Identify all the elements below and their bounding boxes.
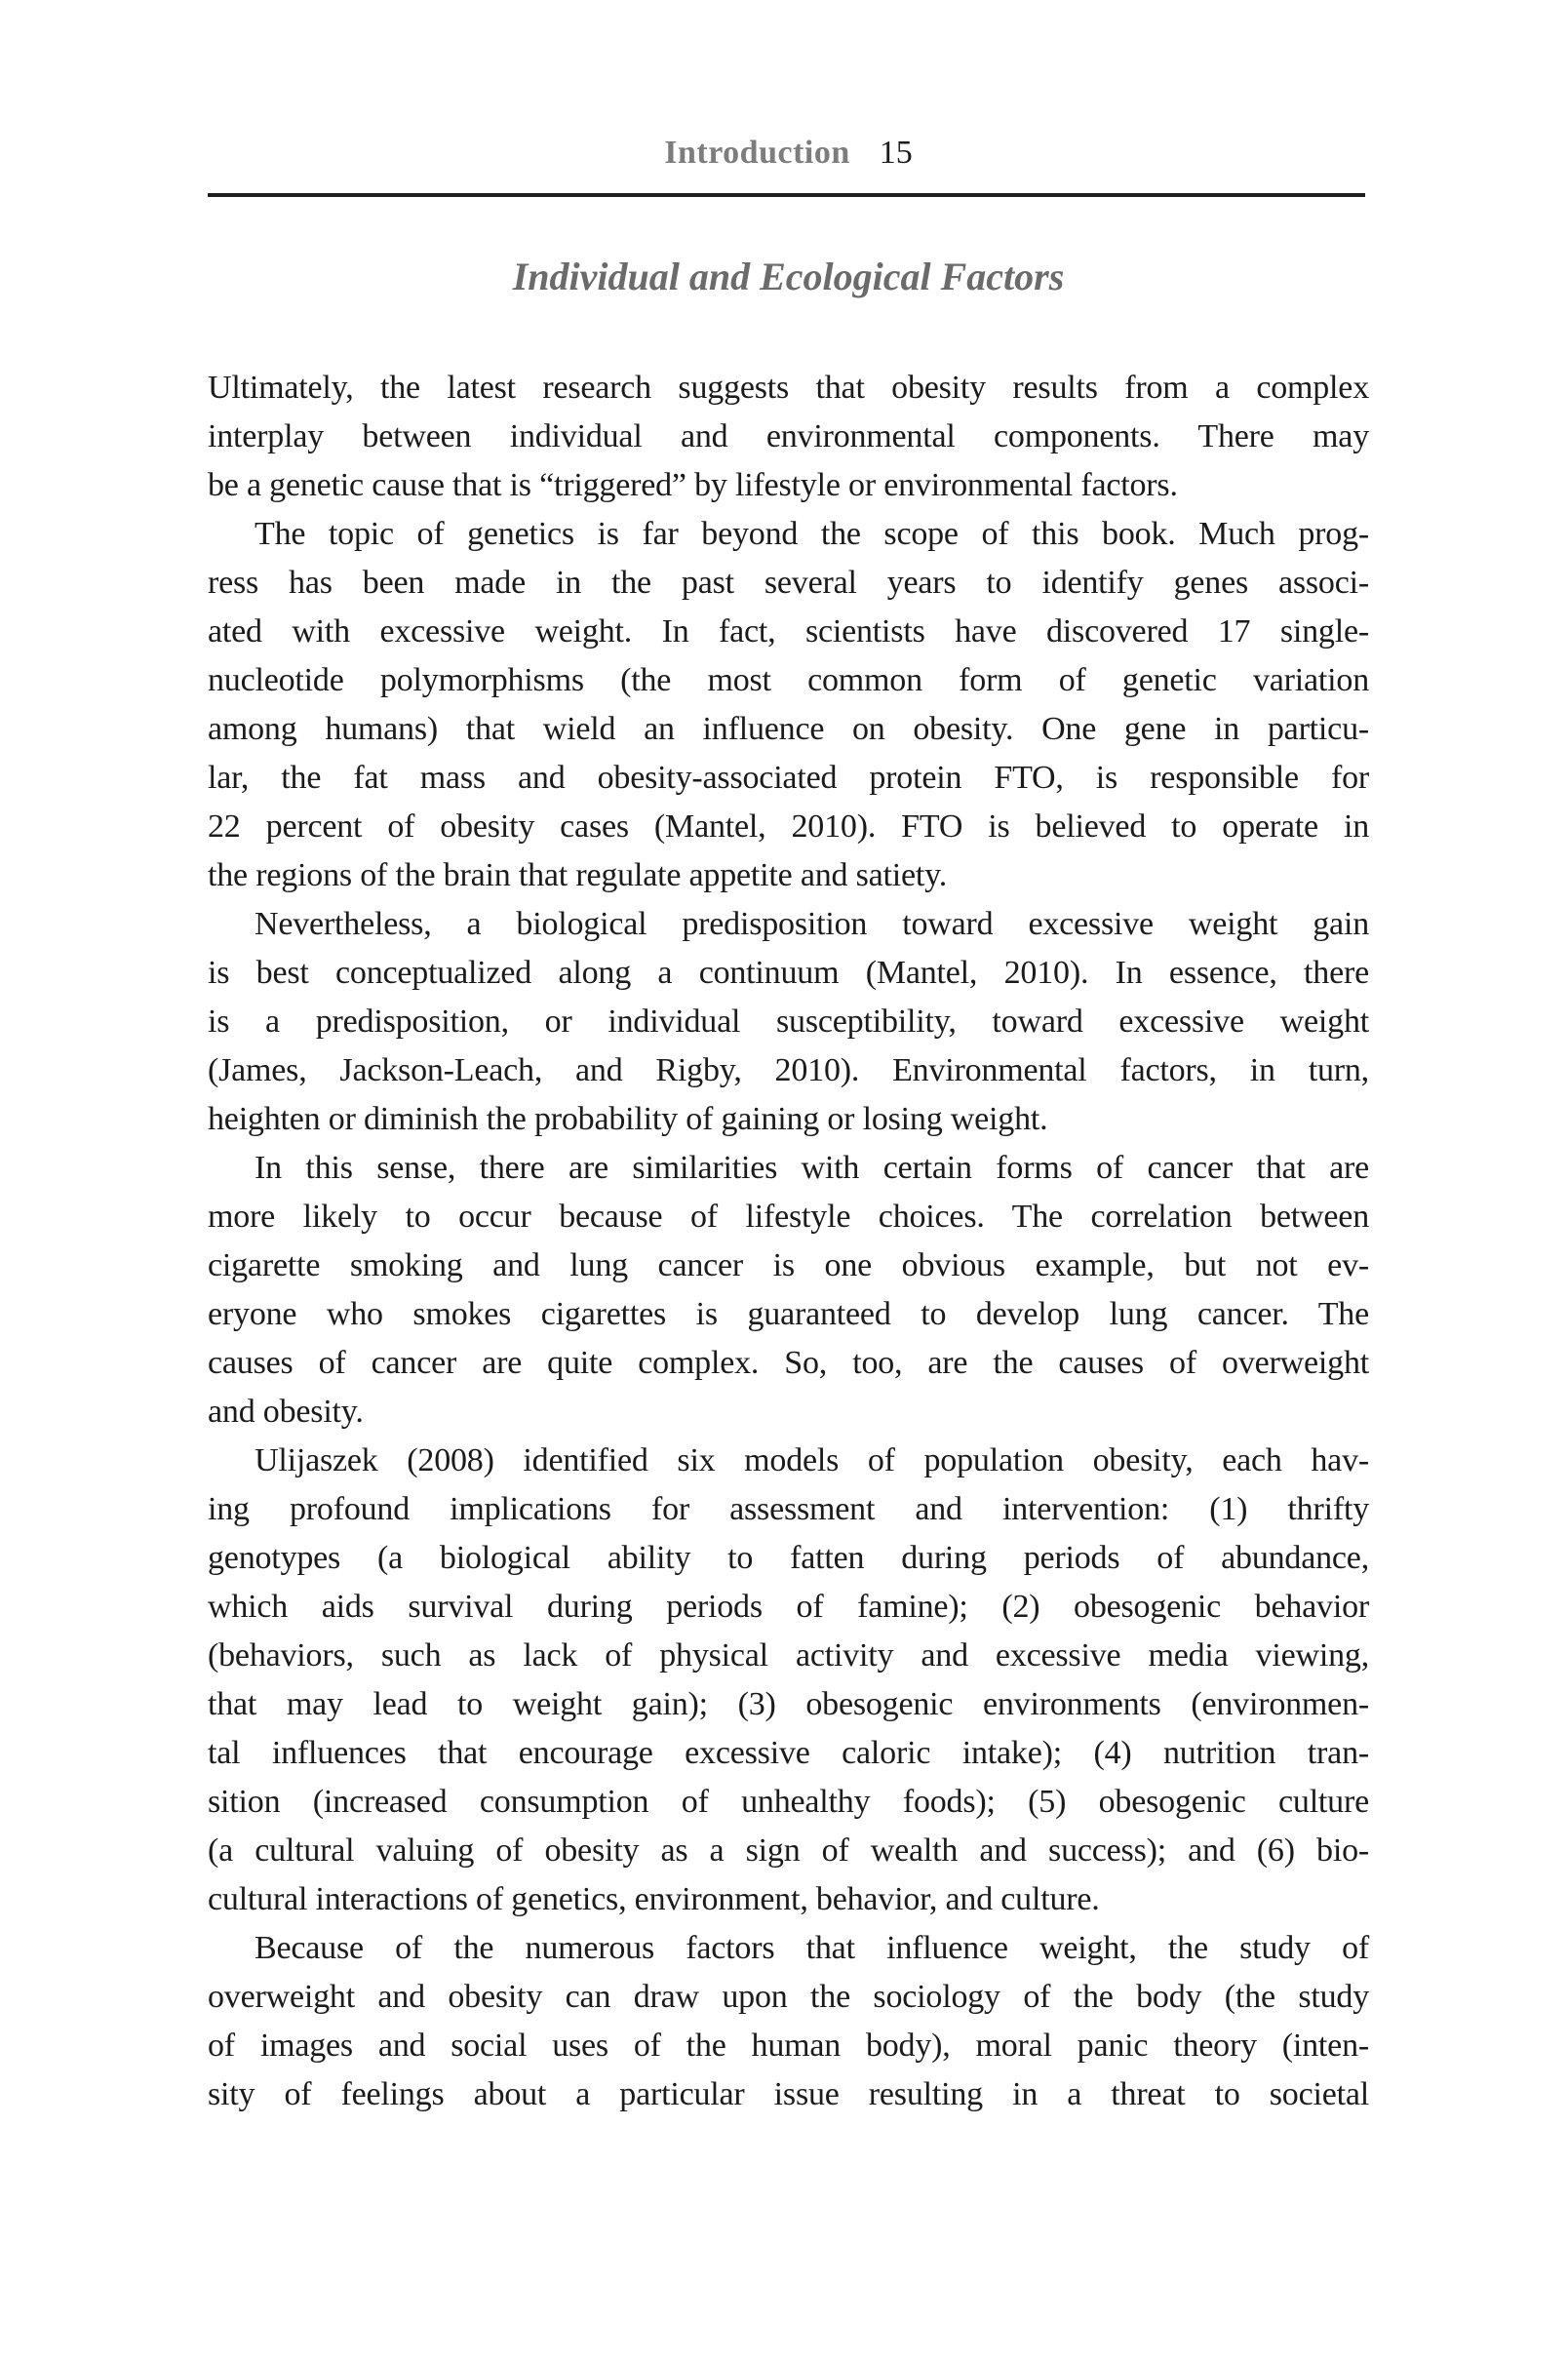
section-heading: Individual and Ecological Factors bbox=[512, 255, 1065, 298]
text-line: the regions of the brain that regulate appetite and satiety. bbox=[208, 857, 948, 893]
text-line: lar, the fat mass and obesity-associated protein FTO, is responsible for bbox=[208, 760, 1369, 796]
text-line: heighten or diminish the probability of gaining or losing weight. bbox=[208, 1101, 1048, 1137]
text-line: (James, Jackson-Leach, and Rigby, 2010). Environmental factors, in turn, bbox=[208, 1052, 1369, 1088]
text-line: and obesity. bbox=[208, 1394, 364, 1430]
text-line: In this sense, there are similarities with certain forms of cancer that are bbox=[255, 1150, 1369, 1186]
text-line: that may lead to weight gain); (3) obesogenic environments (environmen- bbox=[208, 1686, 1369, 1722]
text-line: Ulijaszek (2008) identified six models of population obesity, each hav- bbox=[255, 1442, 1369, 1478]
paragraph bbox=[208, 1437, 1369, 1924]
text-line: genotypes (a biological ability to fatten during periods of abundance, bbox=[208, 1540, 1369, 1576]
paragraph bbox=[208, 900, 1369, 1144]
page-number: 15 bbox=[879, 135, 913, 171]
text-line: Because of the numerous factors that influence weight, the study of bbox=[255, 1930, 1369, 1966]
text-line: ing profound implications for assessment and intervention: (1) thrifty bbox=[208, 1491, 1369, 1527]
text-line: Nevertheless, a biological predisposition toward excessive weight gain bbox=[255, 906, 1369, 942]
text-line: among humans) that wield an influence on obesity. One gene in particu- bbox=[208, 711, 1369, 747]
text-line: Ultimately, the latest research suggests that obesity results from a complex bbox=[208, 370, 1369, 406]
text-line: tal influences that encourage excessive caloric intake); (4) nutrition tran- bbox=[208, 1735, 1369, 1771]
text-line: of images and social uses of the human body), moral panic theory (inten- bbox=[208, 2028, 1369, 2064]
text-line: (a cultural valuing of obesity as a sign of wealth and success); and (6) bio- bbox=[208, 1832, 1369, 1869]
text-line: which aids survival during periods of famine); (2) obesogenic behavior bbox=[208, 1589, 1369, 1625]
text-line: ated with excessive weight. In fact, scientists have discovered 17 single- bbox=[208, 613, 1369, 650]
body-text bbox=[208, 364, 1369, 2119]
text-line: overweight and obesity can draw upon the sociology of the body (the study bbox=[208, 1979, 1369, 2015]
text-line: The topic of genetics is far beyond the scope of this book. Much prog- bbox=[255, 516, 1369, 552]
text-line: (behaviors, such as lack of physical activity and excessive media viewing, bbox=[208, 1637, 1369, 1674]
text-line: more likely to occur because of lifestyle choices. The correlation between bbox=[208, 1199, 1369, 1235]
text-line: sition (increased consumption of unhealthy foods); (5) obesogenic culture bbox=[208, 1784, 1369, 1820]
paragraph bbox=[208, 510, 1369, 900]
text-line: eryone who smokes cigarettes is guaranteed to develop lung cancer. The bbox=[208, 1296, 1369, 1332]
text-line: nucleotide polymorphisms (the most common form of genetic variation bbox=[208, 662, 1369, 698]
text-line: cultural interactions of genetics, environment, behavior, and culture. bbox=[208, 1881, 1100, 1917]
text-line: 22 percent of obesity cases (Mantel, 2010). FTO is believed to operate in bbox=[208, 808, 1369, 845]
text-line: causes of cancer are quite complex. So, too, are the causes of overweight bbox=[208, 1345, 1369, 1381]
text-line: is a predisposition, or individual susceptibility, toward excessive weight bbox=[208, 1004, 1369, 1040]
text-line: cigarette smoking and lung cancer is one obvious example, but not ev- bbox=[208, 1247, 1369, 1283]
running-header bbox=[208, 134, 1369, 173]
header-rule bbox=[208, 193, 1365, 197]
text-line: interplay between individual and environmental components. There may bbox=[208, 418, 1369, 454]
paragraph bbox=[208, 1144, 1369, 1437]
text-line: be a genetic cause that is “triggered” by lifestyle or environmental factors. bbox=[208, 467, 1178, 503]
running-header-chapter-title: Introduction bbox=[664, 135, 850, 171]
text-line: sity of feelings about a particular issue resulting in a threat to societal bbox=[208, 2076, 1369, 2112]
paragraph bbox=[208, 364, 1369, 510]
text-line: ress has been made in the past several years to identify genes associ- bbox=[208, 565, 1369, 601]
text-line: is best conceptualized along a continuum (Mantel, 2010). In essence, there bbox=[208, 955, 1369, 991]
paragraph bbox=[208, 1924, 1369, 2119]
